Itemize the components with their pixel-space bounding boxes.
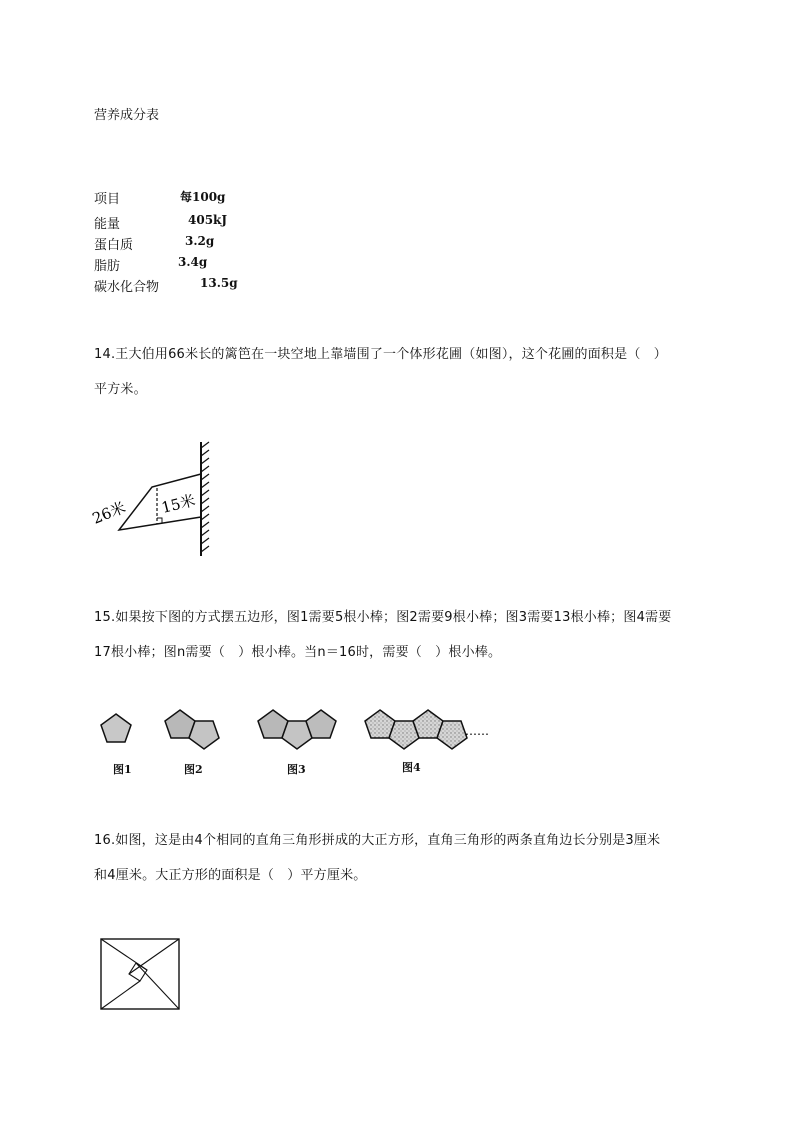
caption-fig4: 图4 — [402, 761, 421, 774]
q14-text-line1: 14.王大伯用66米长的篱笆在一块空地上靠墙围了一个体形花圃（如图），这个花圃的面积是（ ） — [94, 347, 667, 362]
inner-triangles — [101, 939, 179, 1009]
nutrition-title: 营养成分表 — [94, 108, 160, 123]
nutrition-header-value: 每100g — [180, 190, 226, 204]
nutrition-row-item: 能量 — [94, 217, 121, 232]
nutrition-row-value: 3.2g — [185, 234, 215, 248]
nutrition-row-item: 蛋白质 — [94, 238, 134, 253]
q16-text-line1: 16.如图，这是由4个相同的直角三角形拼成的大正方形，直角三角形的两条直角边长分别是3厘米 — [94, 833, 661, 848]
nutrition-row-item: 脂肪 — [94, 259, 121, 274]
nutrition-row-value: 405kJ — [188, 213, 228, 227]
caption-fig3: 图3 — [287, 763, 306, 776]
nutrition-row-value: 13.5g — [200, 276, 238, 290]
nutrition-row-item: 碳水化合物 — [94, 280, 160, 295]
label-height: 15米 — [159, 491, 198, 517]
nutrition-row-value: 3.4g — [178, 255, 208, 269]
pentagon-shape — [306, 710, 336, 738]
label-slant-side: 26米 — [89, 498, 129, 528]
caption-fig1: 图1 — [113, 763, 132, 776]
wall-hatching — [201, 442, 209, 552]
q14-text-line2: 平方米。 — [94, 382, 147, 397]
q14-trapezoid-figure — [85, 438, 235, 563]
pentagon-shape — [101, 714, 131, 742]
nutrition-header-item: 项目 — [94, 192, 121, 207]
q16-square-figure — [100, 938, 180, 1010]
continuation-ellipsis: …… — [465, 724, 489, 738]
pentagon-shape — [437, 721, 467, 749]
pentagon-shape — [189, 721, 219, 749]
q16-text-line2: 和4厘米。大正方形的面积是（ ）平方厘米。 — [94, 868, 367, 883]
q15-text-line2: 17根小棒；图n需要（ ）根小棒。当n＝16时，需要（ ）根小棒。 — [94, 645, 502, 660]
q15-text-line1: 15.如果按下图的方式摆五边形，图1需要5根小棒；图2需要9根小棒；图3需要13根小棒；图4需要 — [94, 610, 672, 625]
outer-square — [101, 939, 179, 1009]
right-angle-mark — [157, 518, 162, 523]
caption-fig2: 图2 — [184, 763, 203, 776]
